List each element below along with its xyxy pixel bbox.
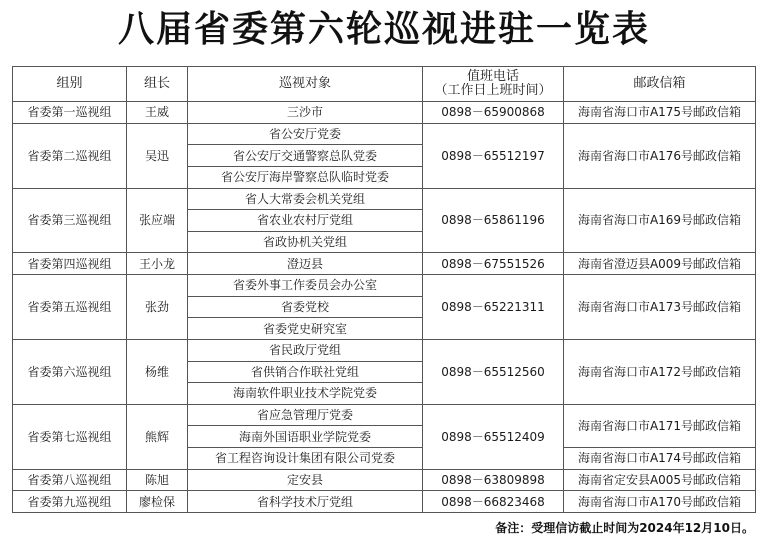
phone-cell: 0898－65221311 (423, 275, 564, 340)
mailbox-cell: 海南省定安县A005号邮政信箱 (564, 469, 756, 491)
group-cell: 省委第六巡视组 (13, 339, 127, 404)
header-mailbox: 邮政信箱 (564, 67, 756, 102)
mailbox-cell: 海南省海口市A174号邮政信箱 (564, 448, 756, 470)
phone-cell: 0898－66823468 (423, 491, 564, 513)
group-cell: 省委第三巡视组 (13, 188, 127, 253)
group-cell: 省委第七巡视组 (13, 404, 127, 469)
footnote: 备注：受理信访截止时间为2024年12月10日。 (495, 521, 754, 535)
table-row (13, 491, 756, 513)
mailbox-cell: 海南省海口市A176号邮政信箱 (564, 123, 756, 188)
table-body (13, 102, 756, 513)
phone-cell: 0898－63809898 (423, 469, 564, 491)
header-group: 组别 (13, 67, 127, 102)
target-cell: 海南软件职业技术学院党委 (188, 383, 423, 405)
leader-cell: 张劲 (127, 275, 188, 340)
table-header-row (13, 67, 756, 102)
group-cell: 省委第九巡视组 (13, 491, 127, 513)
leader-cell: 杨维 (127, 339, 188, 404)
phone-cell: 0898－65861196 (423, 188, 564, 253)
leader-cell: 吴迅 (127, 123, 188, 188)
leader-cell: 王威 (127, 102, 188, 124)
mailbox-cell: 海南省海口市A175号邮政信箱 (564, 102, 756, 124)
target-cell: 省农业农村厅党组 (188, 210, 423, 232)
target-cell: 定安县 (188, 469, 423, 491)
phone-cell: 0898－65900868 (423, 102, 564, 124)
phone-cell: 0898－65512560 (423, 339, 564, 404)
header-phone-line2: （工作日上班时间） (434, 83, 552, 98)
target-cell: 省公安厅交通警察总队党委 (188, 145, 423, 167)
phone-cell: 0898－65512409 (423, 404, 564, 469)
table-row (13, 469, 756, 491)
header-leader: 组长 (127, 67, 188, 102)
mailbox-cell: 海南省海口市A173号邮政信箱 (564, 275, 756, 340)
leader-cell: 熊辉 (127, 404, 188, 469)
target-cell: 省委党史研究室 (188, 318, 423, 340)
mailbox-cell: 海南省海口市A171号邮政信箱 (564, 404, 756, 447)
table-row (13, 404, 756, 426)
target-cell: 海南外国语职业学院党委 (188, 426, 423, 448)
table-row (13, 102, 756, 124)
phone-cell: 0898－65512197 (423, 123, 564, 188)
header-target: 巡视对象 (188, 67, 423, 102)
mailbox-cell: 海南省澄迈县A009号邮政信箱 (564, 253, 756, 275)
leader-cell: 廖检保 (127, 491, 188, 513)
group-cell: 省委第五巡视组 (13, 275, 127, 340)
leader-cell: 王小龙 (127, 253, 188, 275)
table-row (13, 253, 756, 275)
target-cell: 省科学技术厅党组 (188, 491, 423, 513)
group-cell: 省委第二巡视组 (13, 123, 127, 188)
target-cell: 省公安厅党委 (188, 123, 423, 145)
group-cell: 省委第一巡视组 (13, 102, 127, 124)
inspection-table (12, 66, 756, 513)
group-cell: 省委第四巡视组 (13, 253, 127, 275)
target-cell: 省工程咨询设计集团有限公司党委 (188, 448, 423, 470)
target-cell: 省委外事工作委员会办公室 (188, 275, 423, 297)
header-phone-line1: 值班电话 (466, 69, 519, 84)
target-cell: 省民政厅党组 (188, 339, 423, 361)
mailbox-cell: 海南省海口市A170号邮政信箱 (564, 491, 756, 513)
phone-cell: 0898－67551526 (423, 253, 564, 275)
mailbox-cell: 海南省海口市A169号邮政信箱 (564, 188, 756, 253)
target-cell: 省应急管理厅党委 (188, 404, 423, 426)
target-cell: 省人大常委会机关党组 (188, 188, 423, 210)
header-phone (423, 67, 564, 102)
table-row (13, 275, 756, 297)
target-cell: 澄迈县 (188, 253, 423, 275)
page-title: 八届省委第六轮巡视进驻一览表 (117, 9, 650, 50)
target-cell: 省政协机关党组 (188, 231, 423, 253)
group-cell: 省委第八巡视组 (13, 469, 127, 491)
leader-cell: 陈旭 (127, 469, 188, 491)
target-cell: 省供销合作联社党组 (188, 361, 423, 383)
table-row (13, 123, 756, 145)
leader-cell: 张应端 (127, 188, 188, 253)
target-cell: 省公安厅海岸警察总队临时党委 (188, 166, 423, 188)
table-row (13, 188, 756, 210)
table-row (13, 339, 756, 361)
mailbox-cell: 海南省海口市A172号邮政信箱 (564, 339, 756, 404)
target-cell: 省委党校 (188, 296, 423, 318)
target-cell: 三沙市 (188, 102, 423, 124)
